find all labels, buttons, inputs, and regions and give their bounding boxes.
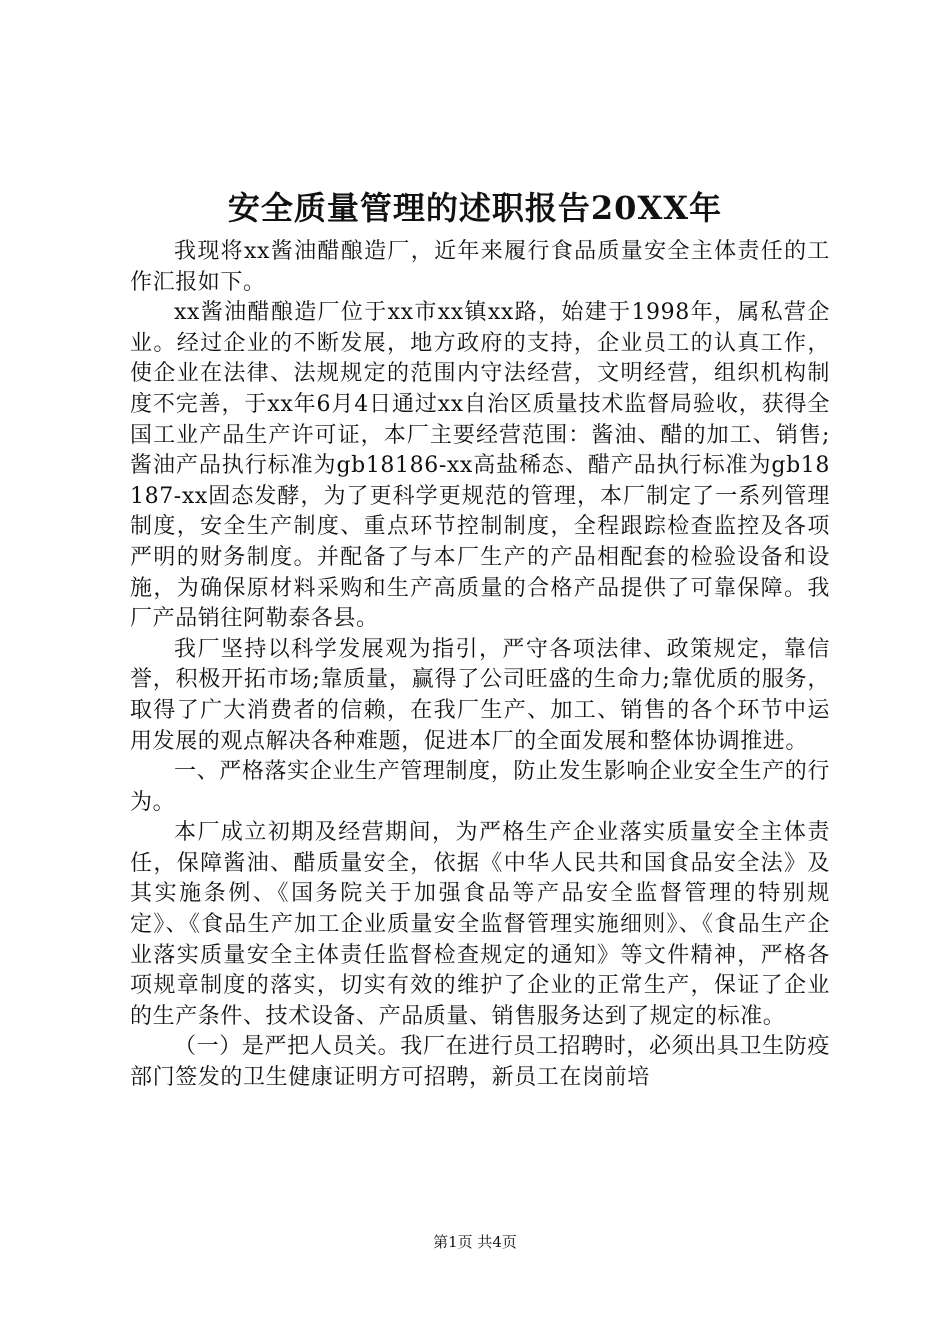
- document-body: [130, 237, 830, 1094]
- paragraph-section-heading: 一、严格落实企业生产管理制度，防止发生影响企业安全生产的行为。: [130, 759, 830, 815]
- paragraph-company-overview: xx酱油醋酿造厂位于xx市xx镇xx路，始建于1998年，属私营企业。经过企业的不断发展，地方政府的支持，企业员工的认真工作，使企业在法律、法规规定的范围内守法经营，文明经营，组织机构制度不完善，于xx年6月4日通过xx自治区质量技术监督局验收，获得全国工业产品生产许可证，本厂主要经营范围：酱油、醋的加工、销售;酱油产品执行标准为gb18186-xx高盐稀态、醋产品执行标准为gb18187-xx固态发酵，为了更科学更规范的管理，本厂制定了一系列管理制度，安全生产制度、重点环节控制制度，全程跟踪检查监控及各项严明的财务制度。并配备了与本厂生产的产品相配套的检验设备和设施，为确保原材料采购和生产高质量的合格产品提供了可靠保障。我厂产品销往阿勒泰各县。: [130, 300, 830, 632]
- document-title: 安全质量管理的述职报告20XX年: [227, 189, 723, 227]
- paragraph-personnel: （一）是严把人员关。我厂在进行员工招聘时，必须出具卫生防疫部门签发的卫生健康证明方可招聘，新员工在岗前培: [130, 1034, 830, 1091]
- page-number: 第1页 共4页: [433, 1233, 517, 1251]
- paragraph-intro: 我现将xx酱油醋酿造厂，近年来履行食品质量安全主体责任的工作汇报如下。: [130, 239, 830, 295]
- paragraph-regulations: 本厂成立初期及经营期间，为严格生产企业落实质量安全主体责任，保障酱油、醋质量安全，依据《中华人民共和国食品安全法》及其实施条例、《国务院关于加强食品等产品安全监督管理的特别规定》、《食品生产加工企业质量安全监督管理实施细则》、《食品生产企业落实质量安全主体责任监督检查规定的通知》等文件精神，严格各项规章制度的落实，切实有效的维护了企业的正常生产，保证了企业的生产条件、技术设备、产品质量、销售服务达到了规定的标准。: [130, 820, 830, 1029]
- paragraph-development: 我厂坚持以科学发展观为指引，严守各项法律、政策规定，靠信誉，积极开拓市场;靠质量，赢得了公司旺盛的生命力;靠优质的服务，取得了广大消费者的信赖，在我厂生产、加工、销售的各个环节中运用发展的观点解决各种难题，促进本厂的全面发展和整体协调推进。: [130, 636, 830, 754]
